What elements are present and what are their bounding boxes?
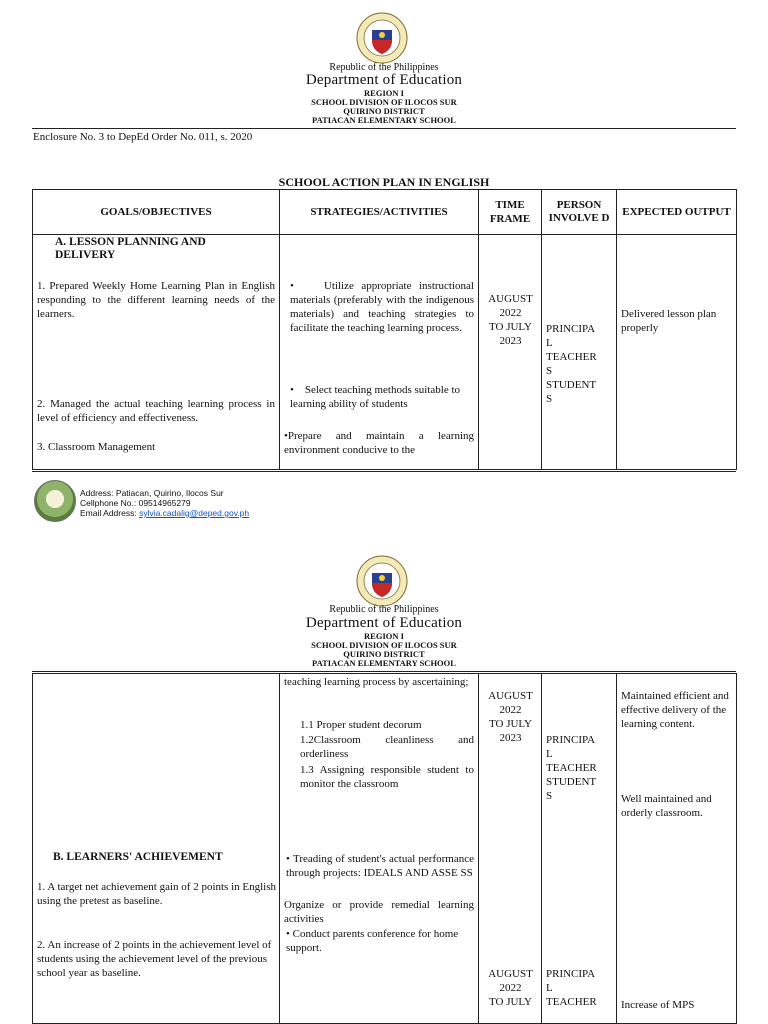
person-line: S	[546, 790, 553, 802]
enclosure-note: Enclosure No. 3 to DepEd Order No. 011, s. 2020	[33, 131, 253, 143]
person-line: TEACHER	[546, 762, 597, 774]
time-frame-block	[479, 689, 542, 745]
republic-line: Republic of the Philippines	[329, 604, 439, 615]
footer-cellphone: Cellphone No.: 09514965279	[80, 498, 191, 508]
person-line: L	[546, 982, 553, 994]
person-line: PRINCIPA	[546, 968, 596, 980]
person-line: TEACHER	[546, 996, 597, 1008]
strategy-1-text: Utilize appropriate instructional materials (preferably with the indigenous materials) and teaching strategies to facilitate the teaching learning process.	[290, 280, 474, 334]
sub-strategy-2: 1.2Classroom cleanliness and orderliness	[300, 734, 474, 760]
persons-cell	[542, 235, 617, 470]
time-to: TO JULY	[488, 996, 532, 1008]
republic-line: Republic of the Philippines	[329, 62, 439, 73]
goal-1: 1. Prepared Weekly Home Learning Plan in English responding to the different learning needs of the learners.	[37, 280, 275, 320]
strategy-b2: Organize or provide remedial learning activities	[284, 899, 474, 925]
time-to: TO JULY	[488, 321, 532, 333]
time-year-start: 2022	[499, 307, 522, 319]
region-line: REGION I	[364, 631, 404, 641]
section-b-heading: B. LEARNERS' ACHIEVEMENT	[53, 851, 223, 863]
strategy-3-text: Prepare and maintain a learning environment conducive to the	[284, 430, 474, 456]
time-year-start: 2022	[499, 704, 522, 716]
footer-address: Address: Patiacan, Quirino, Ilocos Sur	[80, 488, 224, 498]
district-line: QUIRINO DISTRICT	[343, 649, 425, 659]
person-line: PRINCIPA	[546, 734, 596, 746]
section-a-heading: A. LESSON PLANNING AND DELIVERY	[55, 236, 206, 261]
person-line: L	[546, 337, 553, 349]
department-line: Department of Education	[305, 72, 463, 88]
header-time-frame: TIME FRAME	[479, 190, 542, 235]
time-year-end: 2023	[499, 732, 522, 744]
time-month-start: AUGUST	[488, 690, 533, 702]
strategy-b3-text: Conduct parents conference for home support.	[286, 928, 459, 954]
action-plan-table-page2	[32, 673, 737, 1024]
strategy-2: • Select teaching methods suitable to learning ability of students	[290, 384, 461, 410]
school-logo-icon	[34, 480, 76, 522]
expected-output-2: Well maintained and orderly classroom.	[621, 793, 712, 819]
division-line: SCHOOL DIVISION OF ILOCOS SUR	[311, 97, 457, 107]
footer-email-line	[80, 508, 249, 518]
region-line: REGION I	[364, 88, 404, 98]
department-line: Department of Education	[305, 615, 463, 631]
time-month-start: AUGUST	[488, 968, 533, 980]
header-divider	[32, 671, 736, 672]
deped-seal-icon	[356, 555, 408, 607]
person-line: S	[546, 393, 553, 405]
strategy-b3: • Conduct parents conference for home support.	[286, 928, 459, 954]
action-plan-table-page1	[32, 189, 737, 470]
goal-3: 3. Classroom Management	[37, 441, 156, 453]
person-line: STUDENT	[546, 379, 597, 391]
strategies-cell	[280, 674, 479, 1024]
strategy-continued: teaching learning process by ascertaining;	[284, 676, 469, 688]
strategy-2-text: Select teaching methods suitable to learning ability of students	[290, 384, 461, 410]
strategy-1: • Utilize appropriate instructional materials (preferably with the indigenous materials) and teaching strategies to facilitate the teaching learning process.	[290, 280, 474, 334]
time-year-start: 2022	[499, 982, 522, 994]
footer-email-label: Email Address:	[80, 508, 140, 518]
persons-block	[546, 322, 616, 406]
table-row	[33, 235, 737, 470]
footer-contact	[80, 488, 249, 518]
time-to: TO JULY	[488, 718, 532, 730]
table-bottom-double-line	[32, 471, 736, 472]
strategy-b1: • Treading of student's actual performance through projects: IDEALS AND ASSE SS	[286, 853, 474, 879]
persons-block	[546, 733, 616, 803]
persons-block-2	[546, 967, 616, 1009]
expected-output-3: Increase of MPS	[621, 999, 695, 1011]
plan-title: SCHOOL ACTION PLAN IN ENGLISH	[278, 175, 490, 189]
division-line: SCHOOL DIVISION OF ILOCOS SUR	[311, 640, 457, 650]
expected-output-1: Delivered lesson plan properly	[621, 308, 717, 334]
strategy-3: •Prepare and maintain a learning environment conducive to the	[284, 430, 474, 456]
person-line: S	[546, 365, 553, 377]
goals-cell	[33, 674, 280, 1024]
goal-b1: 1. A target net achievement gain of 2 points in English using the pretest as baseline.	[37, 881, 277, 907]
header-divider	[32, 128, 736, 129]
sub-strategy-1: 1.1 Proper student decorum	[300, 719, 422, 731]
persons-cell	[542, 674, 617, 1024]
goal-b2: 2. An increase of 2 points in the achievement level of students using the achievement level of the previous school year as baseline.	[37, 939, 272, 979]
header-goals: GOALS/OBJECTIVES	[33, 190, 280, 235]
school-line: PATIACAN ELEMENTARY SCHOOL	[312, 115, 456, 125]
table-header-row	[33, 190, 737, 235]
strategy-b1-text: Treading of student's actual performance through projects: IDEALS AND ASSE SS	[286, 853, 474, 879]
expected-output-1: Maintained efficient and effective delivery of the learning content.	[621, 690, 729, 730]
person-line: STUDENT	[546, 776, 597, 788]
person-line: PRINCIPA	[546, 323, 596, 335]
output-cell	[617, 674, 737, 1024]
output-cell	[617, 235, 737, 470]
time-frame-block-2	[479, 967, 542, 1009]
goal-2: 2. Managed the actual teaching learning process in level of efficiency and effectiveness.	[37, 398, 275, 424]
table-row	[33, 674, 737, 1024]
strategies-cell	[280, 235, 479, 470]
time-frame-block	[479, 292, 542, 348]
time-year-end: 2023	[499, 335, 522, 347]
time-frame-cell	[479, 235, 542, 470]
header-expected-output: EXPECTED OUTPUT	[617, 190, 737, 235]
footer-email-link[interactable]: sylvia.cadalig@deped.gov.ph	[139, 508, 250, 518]
header-person-involved: PERSON INVOLVE D	[542, 190, 617, 235]
person-line: L	[546, 748, 553, 760]
goals-cell	[33, 235, 280, 470]
header-strategies: STRATEGIES/ACTIVITIES	[280, 190, 479, 235]
deped-seal-icon	[356, 12, 408, 64]
person-line: TEACHER	[546, 351, 597, 363]
time-frame-cell	[479, 674, 542, 1024]
school-line: PATIACAN ELEMENTARY SCHOOL	[312, 658, 456, 668]
district-line: QUIRINO DISTRICT	[343, 106, 425, 116]
sub-strategy-3: 1.3 Assigning responsible student to monitor the classroom	[300, 764, 474, 790]
time-month-start: AUGUST	[488, 293, 533, 305]
